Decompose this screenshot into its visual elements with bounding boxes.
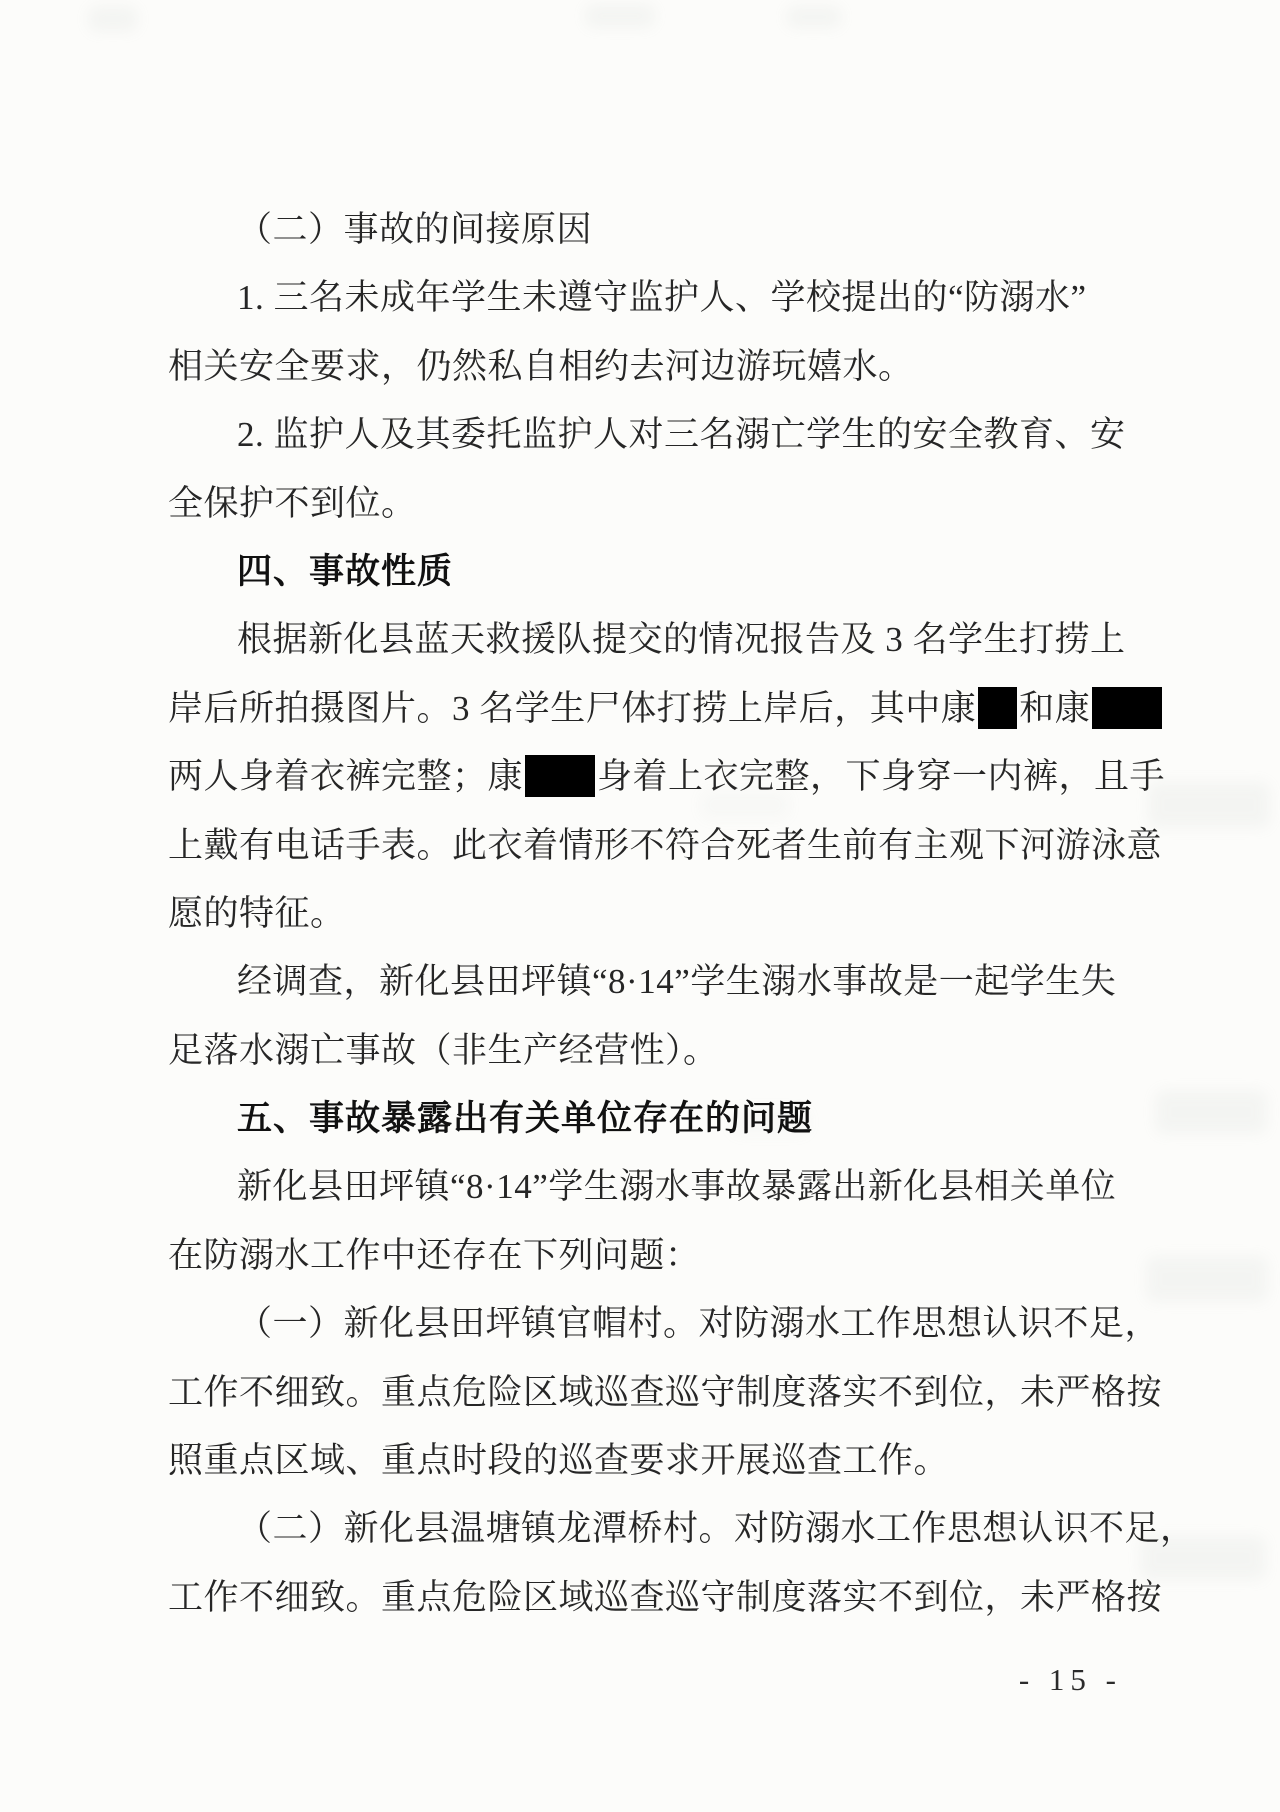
document-line [168,812,1163,880]
document-line [168,743,1166,811]
document-line [168,401,1140,469]
section-heading [168,538,1140,606]
text-segment: 两人身着衣裤完整；康 [168,757,524,797]
text-segment: 四、事故性质 [237,551,454,591]
text-segment: 照重点区域、重点时段的巡查要求开展巡查工作。 [168,1441,950,1481]
text-segment: （一）新化县田坪镇官帽村。对防溺水工作思想认识不足， [237,1304,1161,1344]
redaction-box [1092,687,1162,729]
text-segment: 全保护不到位。 [168,483,417,523]
text-segment: 工作不细致。重点危险区域巡查巡守制度落实不到位，未严格按 [168,1577,1163,1617]
text-segment: 身着上衣完整，下身穿一内裤，且手 [597,757,1166,797]
scan-artifact [786,6,842,28]
redaction-box [978,687,1017,729]
document-line [168,880,1140,948]
text-segment: 经调查，新化县田坪镇“8·14”学生溺水事故是一起学生失 [237,962,1117,1002]
text-segment: 新化县田坪镇“8·14”学生溺水事故暴露出新化县相关单位 [237,1167,1117,1207]
document-line [168,1427,1140,1495]
document-line [168,1222,1140,1290]
document-line [168,675,1140,743]
scan-artifact [1155,1090,1267,1134]
document-line [168,1564,1163,1632]
scan-artifact [585,4,655,28]
text-segment: 上戴有电话手表。此衣着情形不符合死者生前有主观下河游泳意 [168,825,1163,865]
text-segment: 根据新化县蓝天救援队提交的情况报告及 3 名学生打捞上 [237,620,1126,660]
text-segment: 2. 监护人及其委托监护人对三名溺亡学生的安全教育、安 [237,415,1126,455]
document-line [168,1290,1161,1358]
document-line [168,264,1140,332]
document-line [168,333,1140,401]
text-segment: （二）新化县温塘镇龙潭桥村。对防溺水工作思想认识不足， [237,1509,1196,1549]
text-segment: 1. 三名未成年学生未遵守监护人、学校提出的“防溺水” [237,278,1087,318]
document-line [168,1017,1140,1085]
scan-artifact [88,6,138,32]
scan-artifact [1148,782,1270,828]
page-number: - 15 - [1018,1662,1122,1697]
section-heading [168,1085,1140,1153]
document-line [168,470,1140,538]
text-segment: 足落水溺亡事故（非生产经营性）。 [168,1030,719,1070]
redaction-box [525,755,595,797]
document-line [168,1359,1163,1427]
text-segment: 和康 [1019,688,1091,728]
text-segment: 五、事故暴露出有关单位存在的问题 [237,1099,814,1139]
text-segment: 愿的特征。 [168,893,346,933]
text-segment: （二）事故的间接原因 [237,210,593,249]
scan-artifact [1146,1256,1268,1302]
document-line [168,196,1140,264]
text-segment: 相关安全要求，仍然私自相约去河边游玩嬉水。 [168,346,914,386]
document-line [168,1153,1140,1221]
document-line [168,606,1140,674]
document-body [168,196,1196,1632]
document-line [168,948,1140,1016]
document-line [168,1495,1196,1563]
text-segment: 工作不细致。重点危险区域巡查巡守制度落实不到位，未严格按 [168,1372,1163,1412]
text-segment: 岸后所拍摄图片。3 名学生尸体打捞上岸后，其中康 [168,688,977,728]
text-segment: 在防溺水工作中还存在下列问题： [168,1235,701,1275]
